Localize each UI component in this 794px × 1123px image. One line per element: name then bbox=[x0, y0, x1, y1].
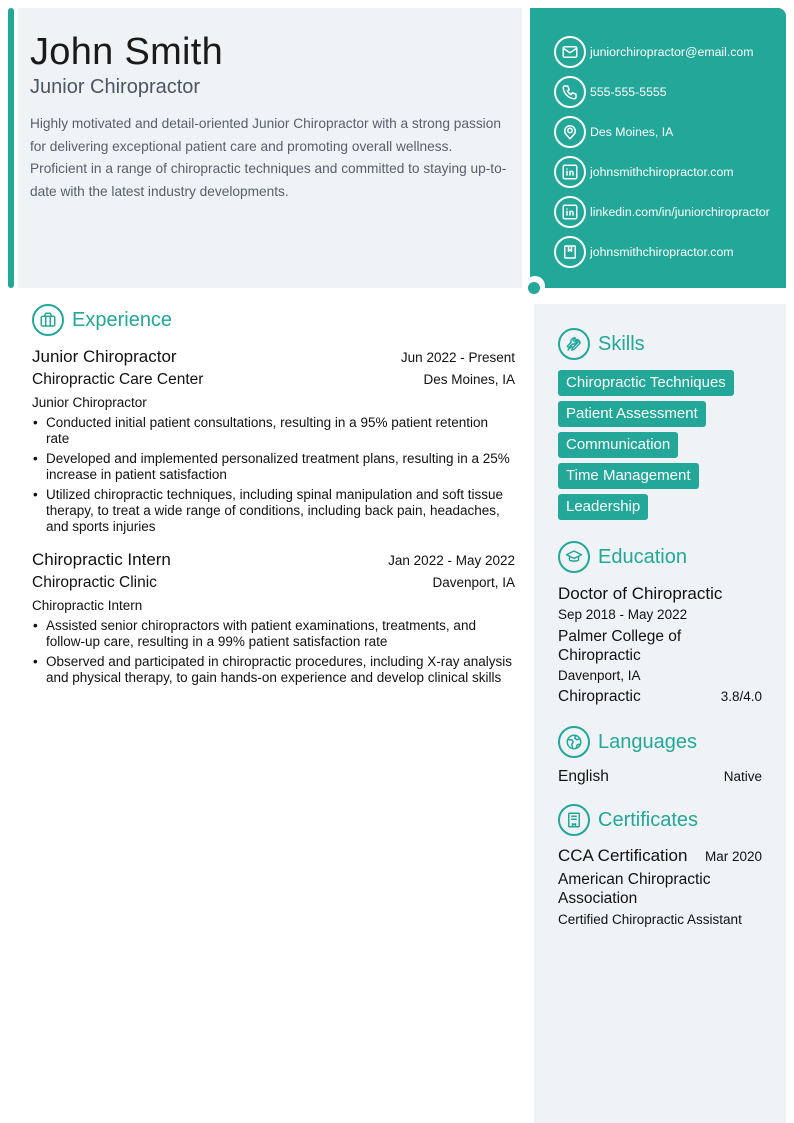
job-bullet: • Conducted initial patient consultations, resulting in a 95% patient retention rate bbox=[32, 415, 515, 447]
contact-email[interactable] bbox=[554, 32, 786, 72]
map-pin-icon bbox=[554, 116, 586, 148]
certificate-icon bbox=[558, 804, 590, 836]
job-bullets bbox=[32, 618, 515, 686]
summary-text: Highly motivated and detail-oriented Junior Chiropractor with a strong passion for delivering exceptional patient care and promoting overall wellness. Proficient in a range of chiropractic techniques and committed to staying up-to-date with the latest industry developments. bbox=[30, 116, 507, 199]
accent-bar bbox=[8, 8, 14, 288]
contact-email-text: juniorchiropractor@email.com bbox=[590, 45, 754, 59]
languages-heading bbox=[558, 726, 762, 758]
skills-heading bbox=[558, 328, 762, 360]
education-dates: Sep 2018 - May 2022 bbox=[558, 607, 688, 622]
experience-heading bbox=[32, 304, 515, 336]
certificates-section bbox=[558, 804, 762, 930]
certificate-item bbox=[558, 846, 762, 866]
education-location: Davenport, IA bbox=[558, 668, 641, 683]
certificates-heading bbox=[558, 804, 762, 836]
language-item bbox=[558, 768, 762, 786]
candidate-name: John Smith bbox=[30, 31, 224, 73]
skills-title: Skills bbox=[598, 332, 645, 355]
skill-tag: Chiropractic Techniques bbox=[558, 370, 734, 396]
experience-section bbox=[32, 304, 515, 686]
job-bullet: • Utilized chiropractic techniques, including spinal manipulation and soft tissue therapy, to treat a wide range of conditions, including back pain, headaches, and sports injuries bbox=[32, 487, 515, 535]
contact-phone[interactable] bbox=[554, 72, 786, 112]
decorative-dot bbox=[528, 282, 540, 294]
job-bullet: • Developed and implemented personalized treatment plans, resulting in a 25% increase in patient satisfaction bbox=[32, 451, 515, 483]
education-heading bbox=[558, 541, 762, 573]
job-role: Chiropractic Intern bbox=[32, 598, 143, 613]
graduation-cap-icon bbox=[558, 541, 590, 573]
envelope-icon bbox=[554, 36, 586, 68]
certificates-title: Certificates bbox=[598, 808, 699, 831]
education-field: Chiropractic bbox=[558, 688, 641, 705]
linkedin-icon bbox=[554, 196, 586, 228]
job-location: Des Moines, IA bbox=[423, 372, 515, 387]
education-school: Palmer College of Chiropractic bbox=[558, 628, 682, 664]
education-gpa: 3.8/4.0 bbox=[720, 689, 762, 704]
certificate-desc: Certified Chiropractic Assistant bbox=[558, 912, 742, 927]
briefcase-icon bbox=[32, 304, 64, 336]
contact-location bbox=[554, 112, 786, 152]
bookmark-icon bbox=[554, 236, 586, 268]
job-title: Chiropractic Intern bbox=[32, 550, 171, 569]
certificate-org: American Chiropractic Association bbox=[558, 871, 711, 907]
skill-tag: Time Management bbox=[558, 463, 699, 489]
language-name: English bbox=[558, 768, 609, 785]
contact-linkedin-text: linkedin.com/in/juniorchiropractor bbox=[590, 205, 770, 219]
main-column bbox=[32, 304, 515, 690]
contact-location-text: Des Moines, IA bbox=[590, 125, 674, 139]
contact-website-text: johnsmithchiropractor.com bbox=[590, 165, 734, 179]
job-company: Chiropractic Clinic bbox=[32, 574, 157, 591]
job-role: Junior Chiropractor bbox=[32, 395, 147, 410]
phone-icon bbox=[554, 76, 586, 108]
resume-header bbox=[18, 8, 522, 288]
languages-title: Languages bbox=[598, 730, 697, 753]
contact-portfolio-text: johnsmithchiropractor.com bbox=[590, 245, 734, 259]
experience-title: Experience bbox=[72, 308, 173, 331]
education-section bbox=[558, 541, 762, 706]
job-title: Junior Chiropractor bbox=[32, 347, 177, 366]
contact-phone-text: 555-555-5555 bbox=[590, 85, 667, 99]
job-company: Chiropractic Care Center bbox=[32, 371, 204, 388]
contact-linkedin[interactable] bbox=[554, 192, 786, 232]
contact-panel bbox=[530, 8, 786, 288]
sidebar bbox=[534, 304, 786, 1123]
certificate-name: CCA Certification bbox=[558, 846, 688, 865]
job-entry bbox=[32, 346, 515, 535]
globe-icon bbox=[558, 726, 590, 758]
job-bullet: • Assisted senior chiropractors with patient examinations, treatments, and follow-up care, resulting in a 99% patient satisfaction rate bbox=[32, 618, 515, 650]
job-dates: Jan 2022 - May 2022 bbox=[388, 553, 515, 568]
linkedin-icon bbox=[554, 156, 586, 188]
job-dates: Jun 2022 - Present bbox=[400, 350, 515, 365]
certificate-date: Mar 2020 bbox=[704, 849, 762, 864]
job-bullets bbox=[32, 415, 515, 535]
language-level: Native bbox=[723, 769, 762, 784]
skill-tag: Communication bbox=[558, 432, 678, 458]
skill-tag: Leadership bbox=[558, 494, 648, 520]
contact-website[interactable] bbox=[554, 152, 786, 192]
wrench-icon bbox=[558, 328, 590, 360]
contact-portfolio[interactable] bbox=[554, 232, 786, 272]
skill-tag: Patient Assessment bbox=[558, 401, 706, 427]
job-location: Davenport, IA bbox=[432, 575, 515, 590]
skills-list bbox=[558, 370, 762, 525]
job-bullet: • Observed and participated in chiropractic procedures, including X-ray analysis and physical therapy, to gain hands-on experience and develop clinical skills bbox=[32, 654, 515, 686]
languages-section bbox=[558, 726, 762, 786]
skills-section bbox=[558, 328, 762, 525]
education-title: Education bbox=[598, 545, 687, 568]
candidate-title: Junior Chiropractor bbox=[30, 76, 201, 98]
education-degree: Doctor of Chiropractic bbox=[558, 584, 723, 603]
job-entry bbox=[32, 549, 515, 686]
